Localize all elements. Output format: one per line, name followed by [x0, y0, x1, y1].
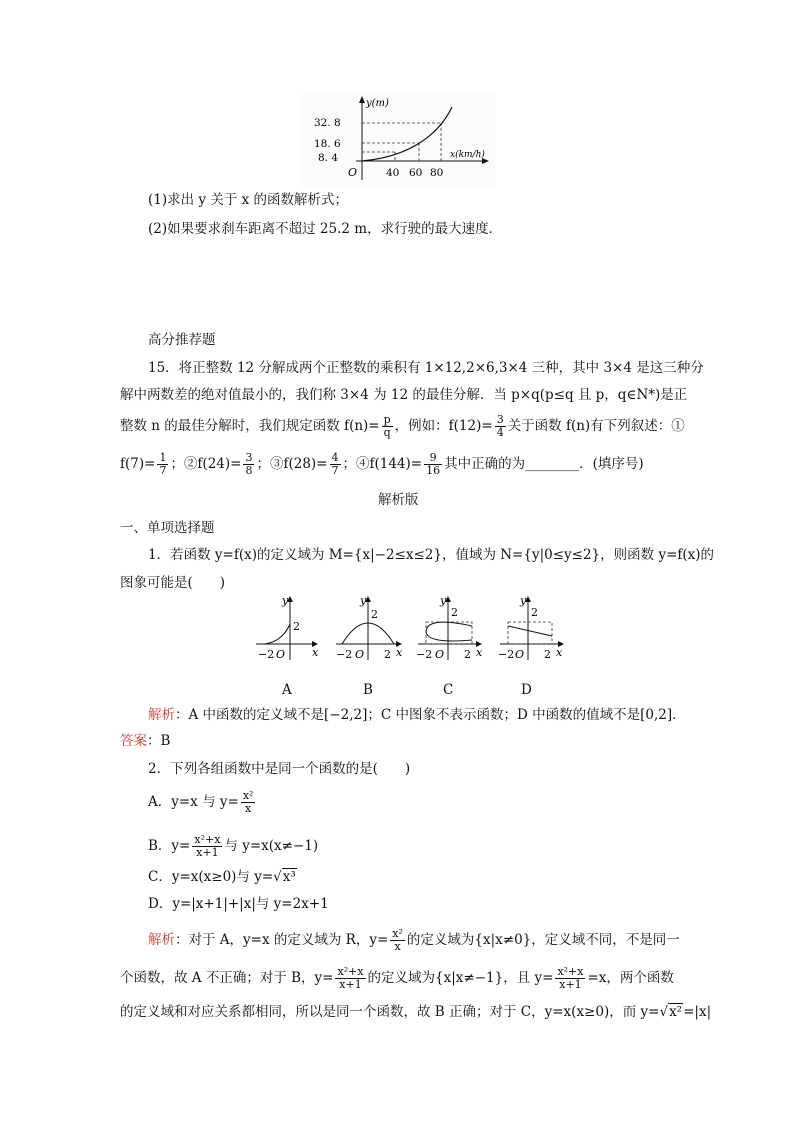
q15-line3c: 关于函数 f(n)有下列叙述：①: [507, 418, 685, 434]
q14-part1: (1)求出 y 关于 x 的函数解析式；: [148, 192, 349, 208]
graph-c-x-label: x: [476, 646, 483, 659]
q2-analysis-label: 解析: [148, 932, 175, 948]
q15-line4c: ；③f(28)=: [256, 456, 328, 472]
graph-d: [498, 594, 564, 661]
graph-d-line: [508, 626, 552, 636]
y-tick-18-6: 18. 6: [314, 138, 341, 150]
graph-a-origin: O: [276, 648, 286, 661]
x-tick-80: 80: [430, 167, 444, 179]
graph-c-y-label: y: [440, 594, 447, 607]
q2-option-b-frac: $\frac{\text{x²+x}}{x+1}$: [194, 833, 221, 859]
q2-option-c-text: C．y=x(x≥0)与 y=: [148, 869, 274, 885]
q15-line2: 解中两数差的绝对值最小的，我们称 3×4 为 12 的最佳分解．当 p×q(p≤q 且 p，q∈N*)是正: [120, 387, 688, 403]
graph-b-neg2: −2: [336, 648, 353, 661]
q15-line4: [120, 452, 644, 477]
y-tick-32-8: 32. 8: [314, 117, 341, 129]
q2-analysis-frac1: $\frac{\text{x²}}{x}$: [392, 927, 403, 953]
q1-answer: [120, 731, 170, 751]
frac-3-8: $\frac{3}{8}$: [245, 451, 253, 477]
q1-analysis-text: ：A 中函数的定义域不是[−2,2]；C 中图象不表示函数；D 中函数的值域不是[0,2]．: [175, 707, 686, 723]
q2-option-c-sqrt: x³: [282, 869, 296, 885]
graph-a-2-label: 2: [293, 620, 300, 633]
graph-d-2-label: 2: [531, 606, 538, 619]
graph-c-origin: O: [435, 648, 445, 661]
q2-option-a-frac: $\frac{\text{x²}}{x}$: [242, 789, 254, 815]
q2-option-b: [148, 834, 318, 859]
q1-line1: 1．若函数 y=f(x)的定义域为 M={x|−2≤x≤2}，值域为 N={y|0≤y≤2}，则函数 y=f(x)的: [148, 547, 715, 563]
frac-3-4: $\frac{3}{4}$: [496, 413, 504, 439]
x-axis-label: x(km/h): [450, 150, 485, 160]
q2-option-b-text2: 与 y=x(x≠−1): [224, 838, 319, 854]
frac-p-q: $\frac{p}{q}$: [383, 413, 391, 439]
q2-analysis-line2: 个函数，故 A 不正确；对于 B，y= $\frac{\text{x²+x}}{x+1}$ 的定义域为{x|x≠−1}，且 y= $\frac{\text{x²+x}}{x+1}$ =x，两个函数: [120, 965, 674, 991]
graph-b-y-label: y: [360, 594, 367, 607]
graph-d-y-label: y: [520, 594, 527, 607]
q2-option-c: C．y=x(x≥0)与 y=√x³: [148, 869, 296, 885]
q1-analysis-label: 解析: [148, 707, 175, 723]
q2-analysis-line3: 的定义域和对应关系都相同，所以是同一个函数，故 B 正确；对于 C，y=x(x≥0)，而 y=√x²=|x|: [120, 1004, 712, 1020]
y-axis-label: y(m): [366, 98, 389, 109]
q1-answer-text: ：B: [147, 733, 171, 749]
q1-graphs: [252, 592, 572, 664]
q15-line4d: ；④f(144)=: [342, 456, 423, 472]
section-single-choice: 一、单项选择题: [120, 520, 215, 536]
graph-b-2-label: 2: [371, 608, 378, 621]
q2-analysis-line1: 解析：对于 A，y=x 的定义域为 R，y= $\frac{\text{x²}}{x}$ 的定义域为{x|x≠0}，定义域不同，不是同一: [148, 927, 680, 953]
graph-d-pos2: 2: [544, 648, 551, 661]
q15-line1: 15．将正整数 12 分解成两个正整数的乘积有 1×12,2×6,3×4 三种，其中 3×4 是这三种分: [148, 360, 704, 376]
q2-option-d: D．y=|x+1|+|x|与 y=2x+1: [148, 896, 329, 912]
q2-option-a-text: A．y=x 与 y=: [148, 794, 239, 810]
graph-c-pos2: 2: [464, 648, 471, 661]
q15-line3: [120, 414, 685, 439]
graph-a-curve: [264, 624, 290, 644]
graph-d-neg2: −2: [498, 648, 515, 661]
graph-a-y-label: y: [282, 594, 289, 607]
graph-c-neg2: −2: [416, 648, 433, 661]
frac-4-7: $\frac{4}{7}$: [331, 451, 339, 477]
frac-1-7: $\frac{1}{7}$: [159, 451, 167, 477]
option-d-label: D: [521, 682, 532, 698]
q15-line4a: f(7)=: [120, 456, 156, 472]
q2-stem: 2．下列各组函数中是同一个函数的是( ): [148, 761, 411, 777]
x-tick-60: 60: [409, 167, 423, 179]
origin-label: O: [348, 166, 358, 179]
braking-distance-chart: [300, 94, 495, 186]
q2-analysis-frac2: $\frac{\text{x²+x}}{x+1}$: [337, 965, 364, 991]
q2-option-a: [148, 790, 257, 815]
graph-a-neg2: −2: [258, 648, 275, 661]
graph-c-2-label: 2: [451, 606, 458, 619]
graph-d-origin: O: [515, 648, 525, 661]
section-gaofen: 高分推荐题: [148, 332, 216, 348]
graph-c: [416, 594, 483, 661]
frac-9-16: $\frac{9}{16}$: [426, 451, 441, 477]
q1-line2: 图象可能是( ): [120, 575, 226, 591]
x-tick-40: 40: [386, 167, 400, 179]
y-tick-8-4: 8. 4: [318, 152, 339, 164]
graph-d-x-label: x: [556, 646, 563, 659]
option-b-label: B: [363, 682, 373, 698]
q1-answer-label: 答案: [120, 733, 147, 749]
jiexi-title: 解析版: [378, 492, 419, 508]
graph-a-x-label: x: [312, 646, 319, 659]
graph-b: [336, 594, 403, 661]
q15-line4e: 其中正确的为________．(填序号): [444, 456, 644, 472]
graph-b-origin: O: [355, 648, 365, 661]
q2-analysis-sqrt: x²: [669, 1004, 683, 1020]
option-a-label: A: [282, 682, 292, 698]
q15-line3b: ，例如：f(12)=: [394, 418, 493, 434]
graph-c-curve: [426, 622, 472, 641]
q2-option-b-text: B．y=: [148, 838, 191, 854]
q15-line4b: ；②f(24)=: [170, 456, 242, 472]
q14-part2: (2)如果要求刹车距离不超过 25.2 m，求行驶的最大速度．: [148, 221, 503, 237]
graph-d-box: [508, 622, 552, 644]
q1-analysis: [148, 705, 686, 725]
graph-a: [256, 594, 319, 661]
q15-line3a: 整数 n 的最佳分解时，我们规定函数 f(n)=: [120, 418, 380, 434]
graph-b-pos2: 2: [384, 648, 391, 661]
option-c-label: C: [443, 682, 454, 698]
q2-analysis-frac3: $\frac{\text{x²+x}}{x+1}$: [557, 965, 584, 991]
graph-b-x-label: x: [396, 646, 403, 659]
